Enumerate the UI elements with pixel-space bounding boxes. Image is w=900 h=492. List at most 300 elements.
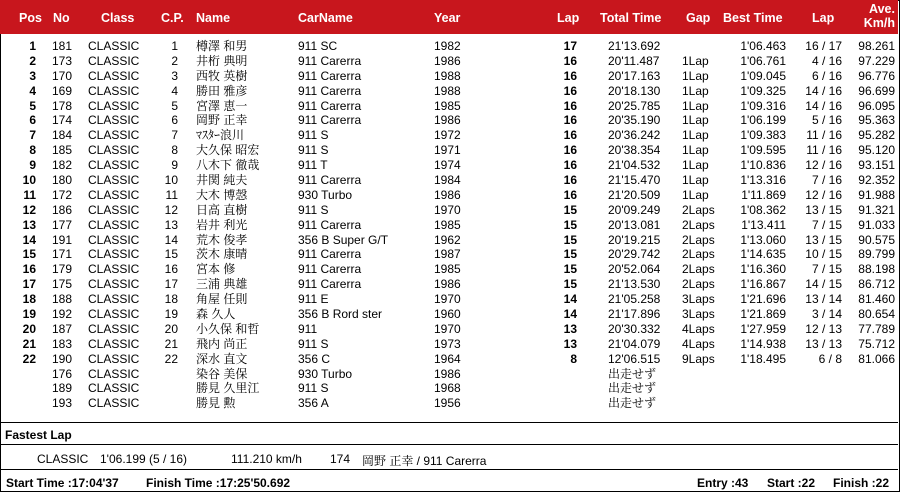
cell-cls: CLASSIC [88,202,140,217]
finish-time: Finish Time :17:25'50.692 [146,476,291,490]
cell-cls: CLASSIC [88,232,140,247]
cell-best: 1'16.360 [740,262,786,277]
cell-cp: 20 [164,321,178,336]
cell-gap: 1Lap [682,173,709,188]
cell-no: 187 [51,321,72,336]
cell-year: 1985 [434,217,461,232]
cell-name: 染谷 美保 [196,366,248,381]
cell-car: 911 T [298,158,328,173]
col-cp: C.P. [161,11,184,25]
cell-cp: 16 [164,262,178,277]
cell-car: 911 Carerra [298,98,362,113]
cell-pos: 9 [29,158,36,173]
cell-cp: 9 [171,158,178,173]
cell-name: 宮本 修 [196,262,236,277]
cell-lap: 13 [563,321,577,336]
cell-blap: 5 / 16 [811,113,842,128]
cell-car: 911 E [298,292,329,307]
cell-lap: 14 [563,307,577,322]
table-row [0,277,898,292]
cell-year: 1970 [434,202,461,217]
cell-name: 宮澤 恵一 [196,98,248,113]
cell-cls: CLASSIC [88,187,140,202]
cell-car: 911 Carerra [298,277,362,292]
table-row [0,233,898,248]
cell-best: 1'06.761 [740,53,786,68]
divider-fastest [0,444,898,445]
col-lap: Lap [557,11,580,25]
cell-best: 1'06.463 [740,39,786,53]
cell-name: 大久保 昭宏 [196,143,260,158]
fastest-lap-speed: 111.210 km/h [231,452,302,466]
cell-cls: CLASSIC [88,128,140,143]
cell-car: 911 Carerra [298,262,362,277]
table-row [0,292,898,307]
cell-best: 1'14.635 [740,247,786,262]
cell-car: 911 S [298,381,329,396]
cell-cp: 8 [171,143,178,158]
cell-lap: 16 [563,83,577,98]
cell-cp: 7 [171,128,178,143]
cell-blap: 11 / 16 [806,128,842,143]
col-no: No [53,11,70,25]
table-header [0,0,898,34]
cell-blap: 6 / 16 [811,68,842,83]
cell-gap: 2Laps [682,277,715,292]
cell-lap: 14 [563,292,577,307]
start-count: Start :22 [767,476,816,490]
cell-speed: 98.261 [858,39,895,53]
cell-total: 出走せず [608,366,657,381]
table-row [0,39,898,54]
cell-blap: 7 / 15 [811,262,842,277]
cell-year: 1960 [434,307,461,322]
cell-lap: 17 [563,39,577,53]
cell-car: 911 Carerra [298,173,362,188]
cell-car: 930 Turbo [298,187,353,202]
cell-no: 191 [51,232,72,247]
cell-best: 1'06.199 [740,113,786,128]
cell-gap: 2Laps [682,217,715,232]
cell-best: 1'10.836 [740,158,786,173]
cell-blap: 12 / 16 [805,158,842,173]
table-row [0,262,898,277]
cell-pos: 13 [22,217,36,232]
cell-year: 1970 [434,292,461,307]
cell-blap: 11 / 16 [806,143,842,158]
cell-total: 21'04.079 [608,336,661,351]
cell-best: 1'09.595 [740,143,786,158]
cell-year: 1956 [434,396,461,411]
cell-blap: 6 / 8 [818,351,842,366]
cell-car: 911 S [298,336,329,351]
cell-year: 1972 [434,128,461,143]
cell-pos: 22 [22,351,36,366]
col-year: Year [434,11,461,25]
cell-speed: 95.282 [858,128,895,143]
cell-gap: 1Lap [682,143,709,158]
col-best-lap: Lap [812,11,835,25]
cell-name: 小久保 和哲 [196,321,260,336]
cell-car: 911 S [298,128,329,143]
cell-name: 三浦 典雄 [196,277,248,292]
table-row [0,128,898,143]
cell-pos: 18 [22,292,36,307]
cell-cls: CLASSIC [88,113,140,128]
cell-no: 173 [51,53,72,68]
cell-speed: 75.712 [858,336,895,351]
cell-name: 勝田 雅彦 [196,83,248,98]
fastest-lap-class: CLASSIC [37,452,89,466]
cell-cp: 22 [164,351,178,366]
cell-total: 20'30.332 [608,321,661,336]
cell-speed: 77.789 [858,321,895,336]
cell-name: 勝見 勲 [196,396,236,411]
cell-total: 20'52.064 [608,262,661,277]
cell-cls: CLASSIC [88,247,140,262]
cell-year: 1971 [434,143,461,158]
cell-no: 171 [51,247,72,262]
cell-year: 1988 [434,83,461,98]
cell-best: 1'13.411 [741,217,786,232]
cell-pos: 1 [29,39,36,53]
cell-lap: 13 [563,336,577,351]
cell-no: 190 [51,351,72,366]
cell-name: 茨木 康晴 [196,247,248,262]
cell-total: 21'20.509 [608,187,661,202]
cell-total: 20'19.215 [608,232,661,247]
cell-gap: 2Laps [682,247,715,262]
cell-cls: CLASSIC [88,158,140,173]
cell-car: 911 S [298,202,329,217]
entry-count: Entry :43 [697,476,749,490]
cell-name: 八木下 徹哉 [196,158,260,173]
cell-cls: CLASSIC [88,262,140,277]
cell-gap: 1Lap [682,158,709,173]
cell-cls: CLASSIC [88,351,140,366]
cell-no: 185 [51,143,72,158]
cell-total: 出走せず [608,381,657,396]
cell-no: 178 [51,98,72,113]
cell-speed: 96.095 [858,98,895,113]
cell-speed: 91.988 [858,187,895,202]
cell-blap: 16 / 17 [805,39,842,53]
col-pos: Pos [19,11,42,25]
cell-no: 188 [51,292,72,307]
cell-speed: 95.363 [858,113,895,128]
cell-year: 1974 [434,158,461,173]
cell-no: 179 [51,262,72,277]
col-total-time: Total Time [600,11,662,25]
cell-year: 1986 [434,53,461,68]
cell-speed: 97.229 [858,53,895,68]
cell-no: 176 [51,366,72,381]
cell-cls: CLASSIC [88,143,140,158]
fastest-lap-driver-car: 岡野 正幸 / 911 Carerra [362,454,487,468]
cell-pos: 2 [29,53,36,68]
cell-speed: 86.712 [858,277,895,292]
table-row [0,247,898,262]
cell-speed: 81.460 [858,292,895,307]
fastest-lap-title: Fastest Lap [5,428,72,442]
table-row [0,188,898,203]
cell-name: 岡野 正幸 [196,113,248,128]
cell-cls: CLASSIC [88,321,140,336]
cell-blap: 13 / 15 [805,202,842,217]
cell-pos: 10 [22,173,36,188]
col-best-time: Best Time [723,11,783,25]
cell-lap: 16 [563,53,577,68]
cell-cls: CLASSIC [88,173,140,188]
cell-speed: 93.151 [858,158,895,173]
cell-lap: 15 [563,247,577,262]
cell-best: 1'18.495 [740,351,786,366]
cell-total: 20'11.487 [608,53,660,68]
cell-total: 20'38.354 [608,143,661,158]
cell-gap: 2Laps [682,202,715,217]
table-row [0,367,898,382]
cell-gap: 1Lap [682,68,709,83]
cell-gap: 2Laps [682,262,715,277]
cell-best: 1'11.869 [741,187,786,202]
cell-gap: 9Laps [682,351,715,366]
cell-lap: 15 [563,262,577,277]
cell-year: 1985 [434,262,461,277]
cell-speed: 89.799 [858,247,895,262]
cell-speed: 92.352 [858,173,895,188]
cell-year: 1970 [434,321,461,336]
cell-cls: CLASSIC [88,53,140,68]
col-gap: Gap [686,11,711,25]
cell-total: 20'35.190 [608,113,661,128]
cell-cls: CLASSIC [88,39,140,53]
cell-pos: 19 [22,307,36,322]
cell-no: 169 [51,83,72,98]
cell-pos: 5 [29,98,36,113]
fastest-lap-time: 1'06.199 (5 / 16) [100,452,188,466]
cell-total: 21'17.896 [608,307,661,322]
cell-cp: 6 [171,113,178,128]
cell-cp: 12 [164,202,178,217]
cell-name: 荒木 俊孝 [196,232,248,247]
cell-no: 172 [51,187,72,202]
cell-cls: CLASSIC [88,307,140,322]
cell-lap: 16 [563,173,577,188]
cell-no: 181 [51,39,72,53]
cell-year: 1986 [434,277,461,292]
fastest-lap-no: 174 [330,452,351,466]
cell-car: 356 B Super G/T [298,232,389,247]
cell-lap: 15 [563,202,577,217]
cell-year: 1964 [434,351,461,366]
cell-total: 20'18.130 [608,83,661,98]
cell-car: 356 C [298,351,331,366]
cell-cp: 3 [171,68,178,83]
cell-pos: 6 [29,113,36,128]
table-row [0,113,898,128]
table-row [0,203,898,218]
cell-cp: 17 [164,277,178,292]
cell-cls: CLASSIC [88,396,140,411]
cell-total: 21'15.470 [608,173,661,188]
cell-cp: 19 [164,307,178,322]
cell-total: 12'06.515 [608,351,661,366]
cell-cls: CLASSIC [88,336,140,351]
cell-pos: 7 [29,128,36,143]
cell-year: 1986 [434,113,461,128]
cell-total: 21'13.692 [608,39,661,53]
cell-lap: 8 [570,351,577,366]
cell-cls: CLASSIC [88,381,140,396]
table-row [0,69,898,84]
table-row [0,143,898,158]
cell-best: 1'09.316 [740,98,786,113]
cell-no: 184 [51,128,72,143]
cell-pos: 14 [22,232,36,247]
cell-gap: 1Lap [682,98,709,113]
cell-speed: 96.699 [858,83,895,98]
table-row [0,337,898,352]
cell-blap: 12 / 13 [805,321,842,336]
cell-total: 出走せず [608,396,657,411]
cell-car: 911 Carerra [298,113,362,128]
cell-name: ﾏｽﾀｰ浪川 [196,128,245,143]
cell-lap: 16 [563,158,577,173]
cell-year: 1987 [434,247,461,262]
cell-total: 21'13.530 [608,277,661,292]
cell-name: 井関 純夫 [196,173,248,188]
col-speed [855,2,895,30]
cell-cls: CLASSIC [88,68,140,83]
cell-year: 1986 [434,187,461,202]
col-carname: CarName [298,11,353,25]
cell-year: 1988 [434,68,461,83]
cell-year: 1985 [434,98,461,113]
cell-cp: 2 [171,53,178,68]
cell-car: 356 B Rord ster [298,307,383,322]
cell-car: 911 Carerra [298,217,362,232]
cell-best: 1'09.045 [740,68,786,83]
cell-cp: 10 [164,173,178,188]
cell-year: 1968 [434,381,461,396]
cell-pos: 15 [22,247,36,262]
cell-car: 911 [298,321,318,336]
cell-name: 日高 直樹 [196,202,248,217]
cell-total: 20'36.242 [608,128,661,143]
cell-lap: 16 [563,68,577,83]
cell-car: 911 S [298,143,329,158]
cell-name: 井桁 典明 [196,53,248,68]
cell-pos: 4 [29,83,36,98]
cell-total: 20'29.742 [608,247,661,262]
table-row [0,84,898,99]
cell-best: 1'09.325 [740,83,786,98]
cell-cp: 1 [171,39,178,53]
cell-speed: 90.575 [858,232,895,247]
cell-gap: 4Laps [682,336,715,351]
cell-blap: 14 / 15 [805,277,842,292]
table-row [0,381,898,396]
cell-speed: 95.120 [858,143,895,158]
cell-lap: 16 [563,128,577,143]
cell-car: 911 SC [298,39,338,53]
cell-blap: 14 / 16 [805,98,842,113]
cell-best: 1'21.696 [740,292,786,307]
cell-pos: 3 [29,68,36,83]
cell-total: 20'25.785 [608,98,661,113]
cell-no: 177 [51,217,72,232]
cell-gap: 1Lap [682,128,709,143]
cell-blap: 13 / 15 [805,232,842,247]
cell-blap: 3 / 14 [811,307,842,322]
cell-speed: 91.033 [858,217,895,232]
col-speed-line1: Ave. [869,2,895,16]
cell-best: 1'16.867 [740,277,786,292]
cell-no: 170 [51,68,72,83]
table-row [0,352,898,367]
cell-gap: 3Laps [682,292,715,307]
cell-pos: 17 [22,277,36,292]
cell-best: 1'14.938 [740,336,786,351]
cell-name: 勝見 久里江 [196,381,260,396]
cell-no: 174 [51,113,72,128]
cell-total: 21'05.258 [608,292,661,307]
cell-no: 192 [51,307,72,322]
cell-gap: 1Lap [682,83,709,98]
cell-year: 1982 [434,39,461,53]
cell-cls: CLASSIC [88,366,140,381]
cell-gap: 2Laps [682,232,715,247]
cell-total: 21'04.532 [608,158,661,173]
cell-gap: 1Lap [682,187,709,202]
divider-top [0,422,898,423]
cell-speed: 91.321 [858,202,895,217]
cell-name: 樽澤 和男 [196,39,248,53]
cell-blap: 4 / 16 [811,53,842,68]
cell-lap: 16 [563,113,577,128]
cell-blap: 10 / 15 [805,247,842,262]
cell-name: 飛内 尚正 [196,336,248,351]
cell-speed: 81.066 [858,351,895,366]
table-row [0,99,898,114]
cell-year: 1973 [434,336,461,351]
cell-cp: 21 [164,336,178,351]
cell-car: 911 Carerra [298,247,362,262]
table-row [0,173,898,188]
cell-name: 森 久人 [196,307,236,322]
cell-cls: CLASSIC [88,98,140,113]
cell-lap: 15 [563,277,577,292]
cell-cp: 11 [165,187,178,202]
cell-total: 20'09.249 [608,202,661,217]
cell-cp: 5 [171,98,178,113]
table-row [0,54,898,69]
cell-year: 1962 [434,232,461,247]
cell-total: 20'17.163 [608,68,661,83]
cell-no: 186 [51,202,72,217]
cell-best: 1'13.316 [740,173,786,188]
cell-gap: 4Laps [682,321,715,336]
cell-blap: 13 / 13 [805,336,842,351]
cell-blap: 13 / 14 [805,292,842,307]
cell-car: 356 A [298,396,329,411]
results-rows [0,39,898,411]
table-row [0,307,898,322]
cell-car: 930 Turbo [298,366,353,381]
cell-speed: 80.654 [858,307,895,322]
cell-pos: 16 [22,262,36,277]
cell-blap: 14 / 16 [805,83,842,98]
